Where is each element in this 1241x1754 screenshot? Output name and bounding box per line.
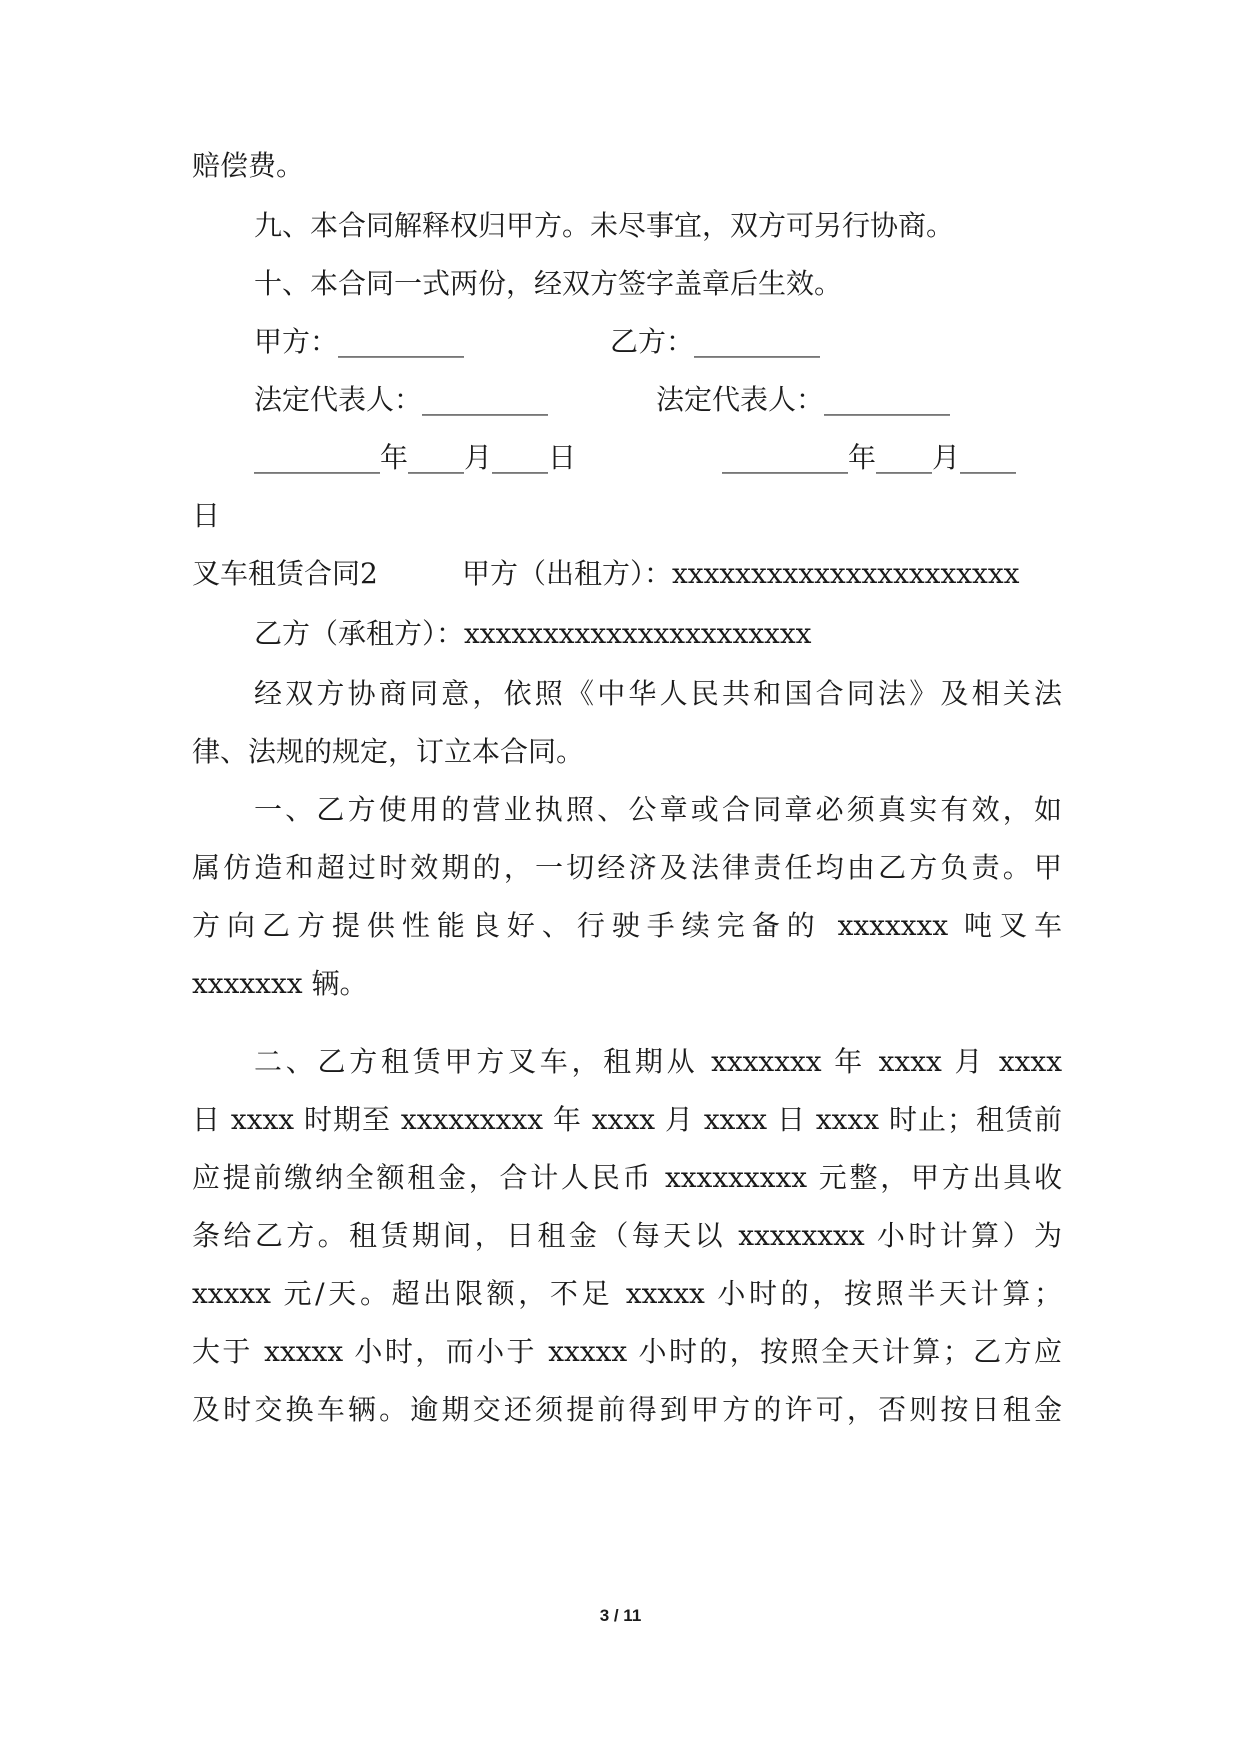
text-line: xxxxx 元/天。超出限额，不足 xxxxx 小时的，按照半天计算； [192, 1277, 1062, 1310]
contract-title: 叉车租赁合同2 [192, 557, 378, 590]
text-line: 一、乙方使用的营业执照、公章或合同章必须真实有效，如 [254, 793, 1062, 826]
text-line: 方向乙方提供性能良好、行驶手续完备的 xxxxxxx 吨叉车 [192, 909, 1062, 942]
text-line: 应提前缴纳全额租金，合计人民币 xxxxxxxxx 元整，甲方出具收 [192, 1161, 1062, 1194]
party-b-representative: 法定代表人：_________ [656, 383, 951, 416]
text-line: 赔偿费。 [192, 149, 305, 182]
party-a-date: _________年____月____日 [254, 441, 577, 474]
party-a-representative: 法定代表人：_________ [254, 383, 549, 416]
clause-9: 九、本合同解释权归甲方。未尽事宜，双方可另行协商。 [254, 209, 955, 242]
party-b-date: _________年____月____ [722, 441, 1017, 474]
text-line: 日 [192, 499, 221, 532]
lessee-line: 乙方（承租方）：xxxxxxxxxxxxxxxxxxxxxx [254, 617, 812, 650]
text-line: 经双方协商同意，依照《中华人民共和国合同法》及相关法 [254, 677, 1062, 710]
text-line: 及时交换车辆。逾期交还须提前得到甲方的许可，否则按日租金 [192, 1393, 1062, 1426]
text-line: 条给乙方。租赁期间，日租金（每天以 xxxxxxxx 小时计算）为 [192, 1219, 1062, 1252]
text-line: 律、法规的规定，订立本合同。 [192, 735, 585, 768]
text-line: 日 xxxx 时期至 xxxxxxxxx 年 xxxx 月 xxxx 日 xxxx 时止；租赁前 [192, 1103, 1062, 1136]
page-number: 3 / 11 [599, 1606, 642, 1625]
text-line: 二、乙方租赁甲方叉车，租期从 xxxxxxx 年 xxxx 月 xxxx [254, 1045, 1062, 1078]
lessor-line: 甲方（出租方）：xxxxxxxxxxxxxxxxxxxxxx [462, 557, 1020, 590]
clause-10: 十、本合同一式两份，经双方签字盖章后生效。 [254, 267, 843, 300]
party-b-signature: 乙方：_________ [610, 325, 821, 358]
text-line: 属仿造和超过时效期的，一切经济及法律责任均由乙方负责。甲 [192, 851, 1062, 884]
party-a-signature: 甲方：_________ [254, 325, 465, 358]
text-line: xxxxxxx 辆。 [192, 967, 368, 1000]
text-line: 大于 xxxxx 小时，而小于 xxxxx 小时的，按照全天计算；乙方应 [192, 1335, 1062, 1368]
